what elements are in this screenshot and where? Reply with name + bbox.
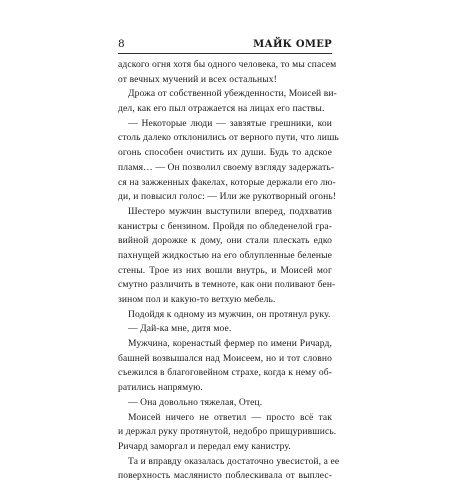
text-line: съежился в благоговейном страхе, когда к нему об- <box>118 367 332 379</box>
text-line: Подойдя к одному из мужчин, он протянул руку. <box>128 308 331 320</box>
running-head-author: МАЙК ОМЕР <box>253 39 332 50</box>
text-line: ди, и повысил голос: — Или же рукотворный огонь! <box>118 191 337 203</box>
text-line: вийной дорожке к дому, они стали плескать едко <box>118 235 332 247</box>
body-text <box>118 58 340 484</box>
text-line: пламя… — Он позволил своему взгляду задержать- <box>118 161 335 173</box>
page-number: 8 <box>118 38 125 50</box>
text-line: — Дай-ка мне, дитя мое. <box>128 323 232 335</box>
text-line: Мужчина, коренастый фермер по имени Ричард, <box>128 338 332 350</box>
text-line: столь далеко отклонились от верного пути, что лишь <box>118 132 339 144</box>
text-line: Та и вправду оказалась достаточно увесистой, а ее <box>128 455 340 467</box>
text-line: Ричард заморгал и передал ему канистру. <box>118 440 291 452</box>
text-line: от вечных мучений и всех остальных! <box>118 73 277 85</box>
header-rule <box>118 53 332 54</box>
text-line: зином пол и какую-то ветхую мебель. <box>118 294 276 305</box>
text-line: Шестеро мужчин выступили вперед, подхватив <box>128 205 332 217</box>
text-line: — Некоторые люди — завзятые грешники, кои <box>128 117 332 129</box>
text-line: и держал руку протянутой, недобро прищурившись. <box>118 426 337 438</box>
text-line: смутно различить в темноте, как они поливают бен- <box>118 279 336 291</box>
text-line: ся на зажженных факелах, которые держали его лю- <box>118 176 336 188</box>
text-line: башней возвышался над Моисеем, но и тот словно <box>118 352 332 364</box>
text-line: Моисей ничего не ответил — просто всё так <box>128 411 332 423</box>
text-line: адского огня хотя бы одного человека, то мы спасем <box>118 59 337 70</box>
text-line: — Она довольно тяжелая, Отец. <box>128 396 263 408</box>
text-line: пахнущей жидкостью на его облупленные беленые <box>118 249 332 261</box>
text-line: ратились напрямую. <box>118 382 203 394</box>
text-line: Дрожа от собственной убежденности, Моисей ви- <box>128 88 337 100</box>
text-line: дел, как его пыл отражается на лицах его паствы. <box>118 103 325 115</box>
text-line: канистры с бензином. Пройдя по обледенелой гра- <box>118 220 332 232</box>
text-line: поверхность маслянисто поблескивала от выплес- <box>118 470 332 482</box>
running-head <box>118 38 332 52</box>
text-line: стены. Трое из них вошли внутрь, и Моисей мог <box>118 264 332 276</box>
text-line: огонь способен очистить их души. Будь то адское <box>118 147 332 159</box>
